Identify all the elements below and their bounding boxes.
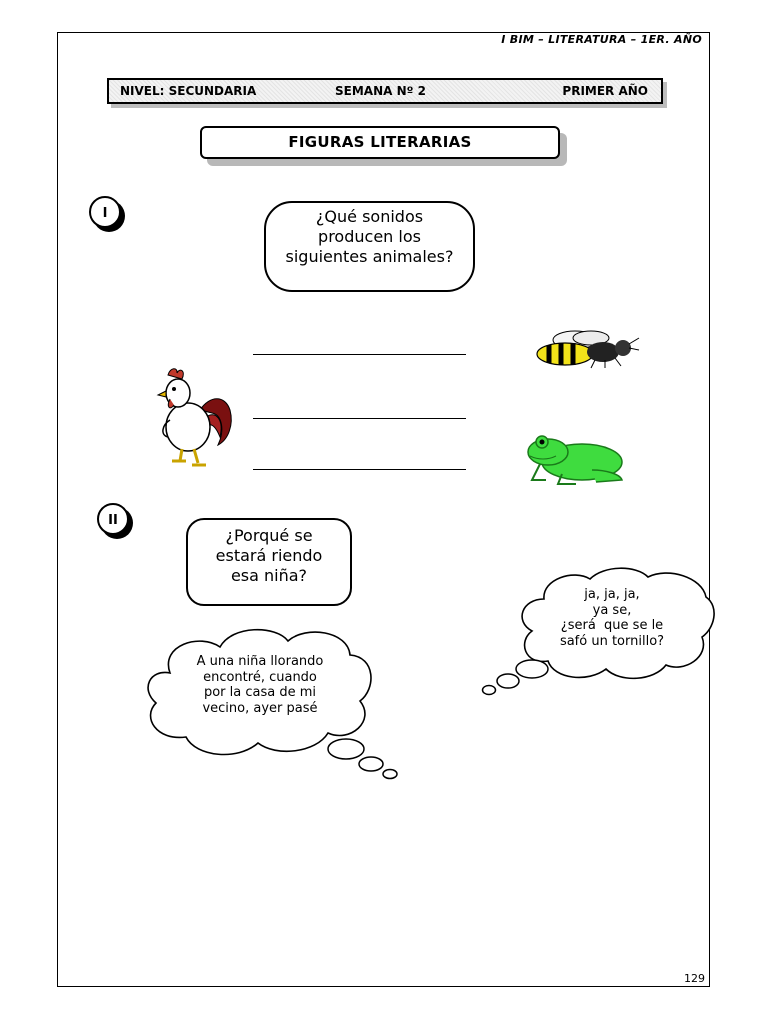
frog-icon bbox=[522, 430, 627, 488]
answer-line-1 bbox=[253, 354, 466, 355]
cloud-right-text bbox=[536, 587, 688, 649]
bee-icon bbox=[535, 328, 640, 370]
rooster-icon bbox=[150, 365, 235, 470]
cloud-right-line-3: ¿será que se le bbox=[560, 618, 664, 633]
question-bubble-laughing bbox=[186, 518, 352, 606]
running-head: I BIM – LITERATURA – 1ER. AÑO bbox=[501, 33, 702, 46]
page-number: 129 bbox=[684, 972, 705, 985]
week-label: SEMANA Nº 2 bbox=[335, 84, 426, 98]
answer-line-3 bbox=[253, 469, 466, 470]
year-label: PRIMER AÑO bbox=[562, 84, 648, 98]
cloud-left-text bbox=[166, 654, 354, 716]
section-two-numeral: II bbox=[108, 513, 118, 528]
section-one-marker bbox=[88, 195, 126, 233]
cloud-right-line-4: safó un tornillo? bbox=[559, 633, 665, 649]
cloud-right-line-2: ya se, bbox=[592, 602, 632, 618]
section-two-marker bbox=[95, 502, 133, 540]
page-title: FIGURAS LITERARIAS bbox=[200, 126, 560, 159]
cloud-right-line-1: ja, ja, ja, bbox=[584, 587, 640, 602]
page-frame bbox=[57, 32, 710, 987]
question-laughing-text: ¿Porqué se estará riendo esa niña? bbox=[215, 526, 323, 585]
answer-line-2 bbox=[253, 418, 466, 419]
cloud-left-line-1: A una niña llorando bbox=[196, 654, 324, 669]
section-one-numeral: I bbox=[102, 206, 108, 221]
level-info-bar bbox=[107, 78, 663, 104]
cloud-left-line-3: por la casa de mi bbox=[203, 685, 317, 700]
question-sounds-text: ¿Qué sonidos producen los siguientes animales? bbox=[285, 207, 454, 266]
question-bubble-sounds bbox=[264, 201, 475, 292]
level-label: NIVEL: SECUNDARIA bbox=[120, 84, 257, 98]
cloud-left-line-4: vecino, ayer pasé bbox=[202, 700, 318, 716]
cloud-left-line-2: encontré, cuando bbox=[203, 669, 317, 685]
